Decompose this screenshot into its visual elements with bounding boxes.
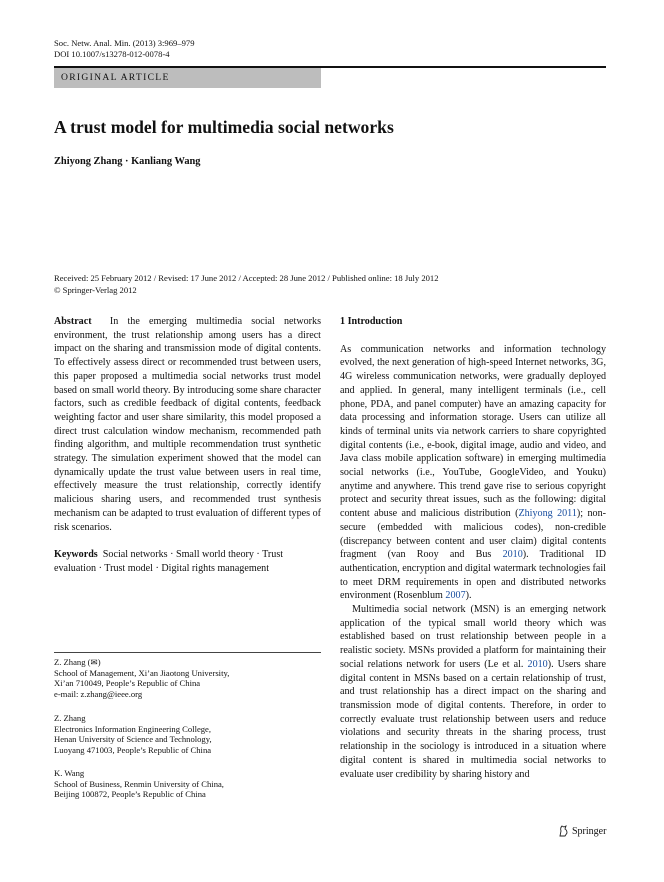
citation-link[interactable]: 2010 — [527, 658, 548, 670]
affiliation-line: Xi’an 710049, People’s Republic of China — [54, 678, 201, 689]
paragraph-text: ). — [465, 590, 472, 602]
copyright-notice: © Springer-Verlag 2012 — [54, 285, 137, 295]
paragraph-text: ); non-secure (embedded with malicious codes), non-credible (discrepancy between content and user claim) digital contents fragment (van Rooy and Bus — [340, 508, 606, 561]
intro-paragraph-2 — [340, 603, 606, 781]
keywords-text: Social networks · Small world theory · Trust evaluation · Trust model · Digital rights management — [54, 549, 284, 574]
springer-horse-icon — [558, 825, 569, 837]
paragraph-text: ). Users share digital content in MSNs based on a certain relationship of trust, and trust relationship has a direct impact on the sharing and transmission mode of digital contents. Therefore, in order to correctly evaluate trust relationship between users and reduce violations and security threats in the sharing process, trust relationship in the sociology is introduced in a situation where digital content is shared in multimedia social networks to evaluate user credibility by sharing history and — [340, 658, 606, 780]
doi[interactable]: DOI 10.1007/s13278-012-0078-4 — [54, 49, 170, 59]
paragraph-text: As communication networks and information technology evolved, the next generation of high-speed Internet networks, 3G, 4G wireless communication networks, were gradually deployed and applied. In general, many intelligent terminals (i.e., cell phone, PDA, and panel computer) have an amazing capacity for data processing and information storage. Users can utilize all kinds of terminal units via network carriers to share copyrighted digital contents (i.e., e-book, digital image, audio and video, and Java class mobile application software) in emerging multimedia social networks (i.e., YouTube, GoogleVideo, and Youku) anytime and anywhere. This trend gave rise to serious copyright protect and security threat issues, such as the following: digital content abuse and malicious distribution ( — [340, 343, 606, 520]
affiliation-line: Beijing 100872, People’s Republic of China — [54, 789, 206, 800]
paper-title: A trust model for multimedia social networks — [54, 117, 394, 137]
affiliation-line: Henan University of Science and Technology, — [54, 734, 212, 745]
article-type-banner: ORIGINAL ARTICLE — [54, 68, 321, 88]
affiliation-1 — [54, 657, 321, 699]
author-list: Zhiyong Zhang · Kanliang Wang — [54, 156, 201, 167]
abstract-text: In the emerging multimedia social networks environment, the trust relationship among users has a direct impact on the sharing and transmission mode of digital contents. To effectively assess direct or recommended trust between users, this paper proposed a multimedia social networks trust model based on small world theory. By introducing some share character factors, such as credible feedback of digital contents, feedback weighting factor and user share similarity, this model proposed a direct trust calculation window mechanism, recommended path finding algorithm, and multiple recommendation trust synthetic strategy. The simulation experiment showed that the model can dynamically update the trust value between users in real time, effectively measure the trust relationship, correctly identify malicious sharing users, and recommended trust synthesis mechanism can be adapted to trust evaluation of different types of risk scenarios. — [54, 316, 321, 533]
citation-link[interactable]: Zhiyong 2011 — [518, 508, 577, 520]
abstract-label: Abstract — [54, 316, 92, 327]
affiliation-line: Electronics Information Engineering College, — [54, 723, 212, 734]
abstract — [54, 315, 321, 534]
keywords — [54, 548, 321, 575]
journal-header — [54, 38, 195, 60]
keywords-label: Keywords — [54, 549, 98, 561]
affiliation-line: School of Business, Renmin University of China, — [54, 778, 224, 789]
journal-citation: Soc. Netw. Anal. Min. (2013) 3:969–979 — [54, 38, 195, 48]
affiliation-line: Luoyang 471003, People’s Republic of China — [54, 744, 212, 755]
footnote-rule — [54, 652, 321, 653]
publisher-logo — [558, 825, 606, 837]
affiliation-name: Z. Zhang (✉) — [54, 657, 101, 667]
publication-history — [54, 272, 439, 296]
affiliation-2 — [54, 713, 321, 755]
citation-link[interactable]: 2007 — [445, 590, 466, 602]
affiliation-line: School of Management, Xi’an Jiaotong University, — [54, 667, 230, 678]
right-column — [340, 315, 606, 781]
publisher-name: Springer — [572, 825, 607, 837]
left-column — [54, 315, 321, 576]
section-heading-introduction: 1 Introduction — [340, 316, 403, 327]
intro-paragraph-1 — [340, 343, 606, 603]
paragraph-text: ). Traditional ID authentication, encryption and digital watermark technologies fail to meet DRM requirements in open and distributed networks environment (Rosenblum — [340, 549, 607, 602]
citation-link[interactable]: 2010 — [502, 549, 523, 561]
affiliation-email[interactable]: e-mail: z.zhang@ieee.org — [54, 688, 143, 699]
affiliation-name: Z. Zhang — [54, 713, 86, 723]
paragraph-text: Multimedia social network (MSN) is an emerging network application of the typical small world theory which was established based on trust relationship between people in a realistic society. MSNs provided a platform for maintaining their social relations network for users (Le et al. — [340, 604, 606, 670]
affiliation-3 — [54, 768, 321, 800]
affiliation-name: K. Wang — [54, 768, 85, 778]
dates-history: Received: 25 February 2012 / Revised: 17 June 2012 / Accepted: 28 June 2012 / Published online: 18 July 2012 — [54, 273, 439, 283]
